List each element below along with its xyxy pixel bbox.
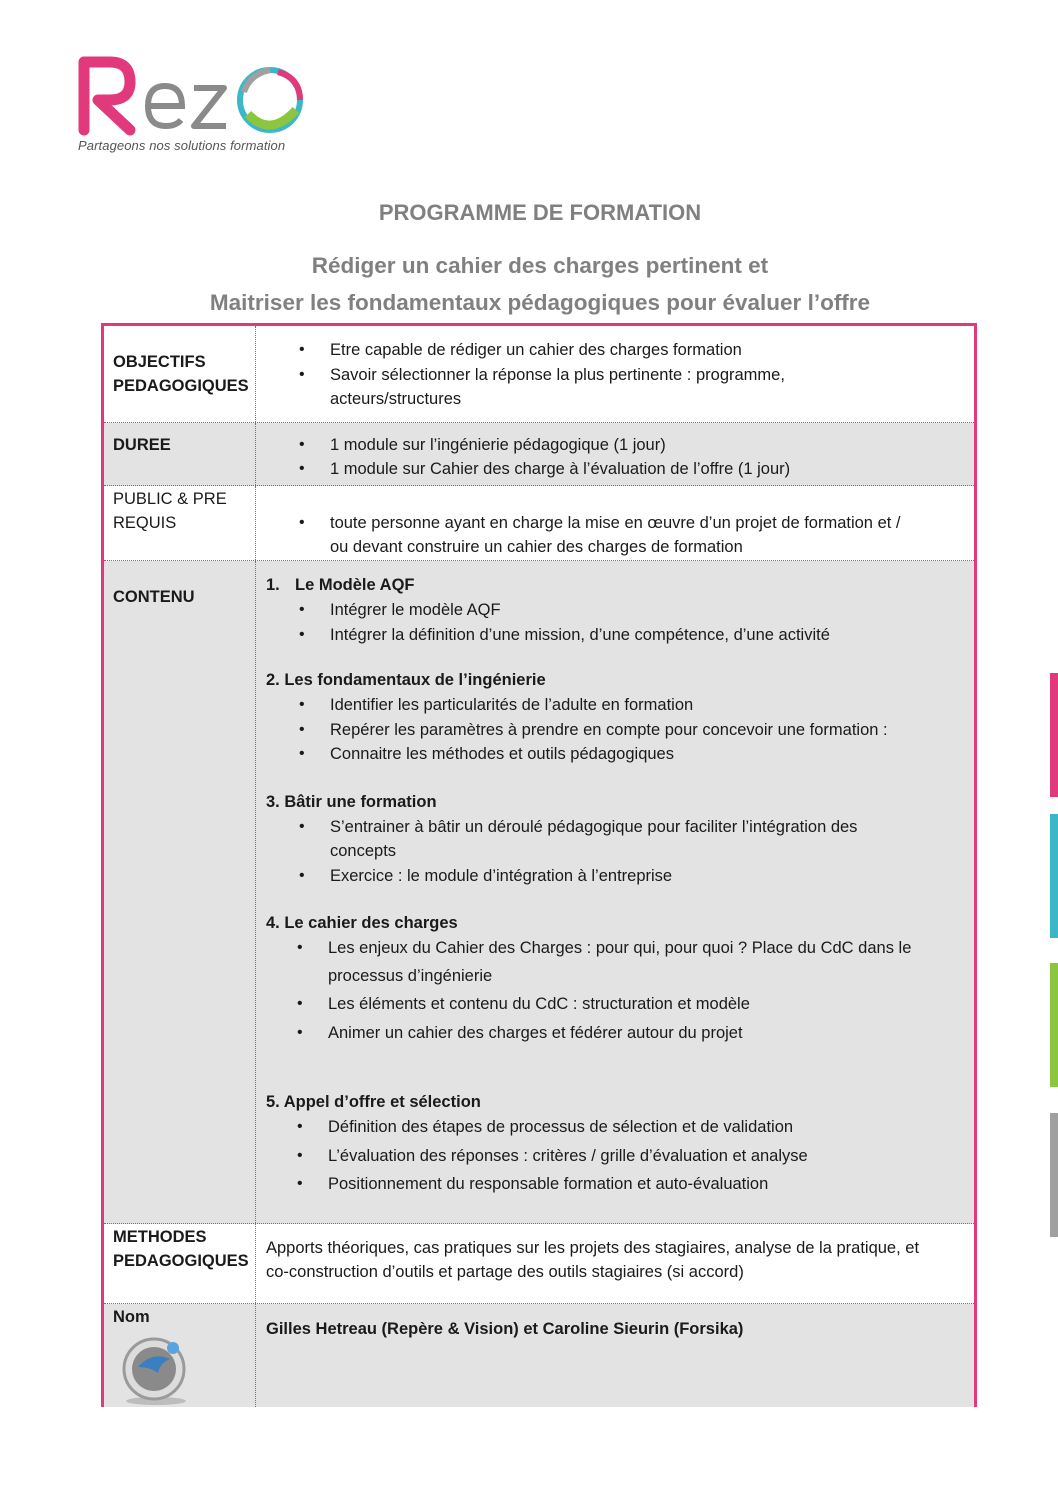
label-cell — [104, 326, 256, 422]
row-public — [104, 486, 974, 561]
row-objectifs — [104, 326, 974, 423]
list-item: Etre capable de rédiger un cahier des charges formation — [330, 341, 742, 359]
label-cell — [104, 423, 256, 485]
section-title: Le Modèle AQF — [295, 576, 415, 594]
row-nom — [104, 1304, 974, 1407]
label-cell — [104, 561, 256, 1223]
list-item: Identifier les particularités de l’adulte en formation — [330, 696, 694, 714]
bullet: • — [299, 867, 305, 884]
methodes-text-cont: co-construction d’outils et partage des outils stagiaires (si accord) — [266, 1263, 744, 1281]
side-strip-pink — [1050, 673, 1058, 797]
bullet: • — [299, 460, 305, 477]
brand-tagline: Partageons nos solutions formation — [78, 138, 286, 153]
program-table — [101, 323, 977, 1407]
list-item: Connaitre les méthodes et outils pédagogiques — [330, 745, 674, 763]
bullet: • — [297, 1175, 303, 1192]
list-item-cont: concepts — [330, 842, 397, 860]
subtitle-line-2: Maitriser les fondamentaux pédagogiques pour évaluer l’offre — [209, 290, 871, 315]
row-label: METHODES — [113, 1228, 207, 1246]
section-title: 5. Appel d’offre et sélection — [266, 1093, 481, 1111]
list-item: Positionnement du responsable formation et auto-évaluation — [328, 1175, 769, 1193]
bullet: • — [297, 1147, 303, 1164]
bullet: • — [299, 436, 305, 453]
list-item: 1 module sur Cahier des charge à l’évaluation de l’offre (1 jour) — [330, 460, 791, 478]
list-item-cont: processus d’ingénierie — [328, 967, 493, 985]
list-item: Repérer les paramètres à prendre en compte pour concevoir une formation : — [330, 721, 888, 739]
content-cell — [256, 561, 974, 1223]
page-title: PROGRAMME DE FORMATION — [378, 200, 702, 225]
list-item: toute personne ayant en charge la mise en œuvre d’un projet de formation et / — [330, 514, 901, 532]
bullet: • — [299, 601, 305, 618]
bullet: • — [299, 341, 305, 358]
content-cell — [256, 423, 974, 485]
list-item: Savoir sélectionner la réponse la plus pertinente : programme, — [330, 366, 785, 384]
row-label: Nom — [113, 1308, 150, 1326]
trainers-names: Gilles Hetreau (Repère & Vision) et Caroline Sieurin (Forsika) — [266, 1320, 744, 1338]
list-item-cont: acteurs/structures — [330, 390, 462, 408]
partner-logo — [118, 1333, 196, 1412]
list-item: Les enjeux du Cahier des Charges : pour qui, pour quoi ? Place du CdC dans le — [328, 939, 912, 957]
list-item: S’entrainer à bâtir un déroulé pédagogique pour faciliter l’intégration des — [330, 818, 858, 836]
section-title: 2. Les fondamentaux de l’ingénierie — [266, 671, 546, 689]
bullet: • — [299, 818, 305, 835]
bullet: • — [297, 995, 303, 1012]
section-title: 3. Bâtir une formation — [266, 793, 437, 811]
side-strip-green — [1050, 963, 1058, 1087]
bullet: • — [299, 626, 305, 643]
bullet: • — [299, 366, 305, 383]
section-number: 1. — [266, 576, 280, 594]
row-contenu — [104, 561, 974, 1224]
bullet: • — [297, 939, 303, 956]
list-item: Intégrer la définition d’une mission, d’une compétence, d’une activité — [330, 626, 830, 644]
row-label: OBJECTIFS — [113, 353, 206, 371]
row-label: REQUIS — [113, 514, 177, 532]
row-label: PEDAGOGIQUES — [113, 377, 249, 395]
list-item: 1 module sur l’ingénierie pédagogique (1 jour) — [330, 436, 666, 454]
list-item: Définition des étapes de processus de sélection et de validation — [328, 1118, 794, 1136]
label-cell — [104, 1304, 256, 1407]
content-cell — [256, 1304, 974, 1407]
methodes-text: Apports théoriques, cas pratiques sur les projets des stagiaires, analyse de la pratique, et — [266, 1239, 920, 1257]
bullet: • — [299, 745, 305, 762]
content-cell — [256, 1224, 974, 1303]
content-cell — [256, 326, 974, 422]
label-cell — [104, 1224, 256, 1303]
bullet: • — [299, 514, 305, 531]
list-item: Les éléments et contenu du CdC : structuration et modèle — [328, 995, 750, 1013]
side-strip-teal — [1050, 814, 1058, 938]
bullet: • — [299, 721, 305, 738]
list-item: Animer un cahier des charges et fédérer autour du projet — [328, 1024, 743, 1042]
label-cell — [104, 486, 256, 560]
row-duree — [104, 423, 974, 486]
section-title: 4. Le cahier des charges — [266, 914, 458, 932]
bullet: • — [299, 696, 305, 713]
row-label: PEDAGOGIQUES — [113, 1252, 249, 1270]
row-methodes — [104, 1224, 974, 1304]
row-label: CONTENU — [113, 588, 195, 606]
list-item-cont: ou devant construire un cahier des charges de formation — [330, 538, 743, 556]
side-strip-grey — [1050, 1113, 1058, 1237]
list-item: L’évaluation des réponses : critères / grille d’évaluation et analyse — [328, 1147, 808, 1165]
content-cell — [256, 486, 974, 560]
list-item: Exercice : le module d’intégration à l’entreprise — [330, 867, 673, 885]
row-label: DUREE — [113, 436, 171, 454]
bullet: • — [297, 1024, 303, 1041]
subtitle-line-1: Rédiger un cahier des charges pertinent et — [311, 253, 769, 278]
bullet: • — [297, 1118, 303, 1135]
row-label: PUBLIC & PRE — [113, 490, 227, 508]
list-item: Intégrer le modèle AQF — [330, 601, 501, 619]
